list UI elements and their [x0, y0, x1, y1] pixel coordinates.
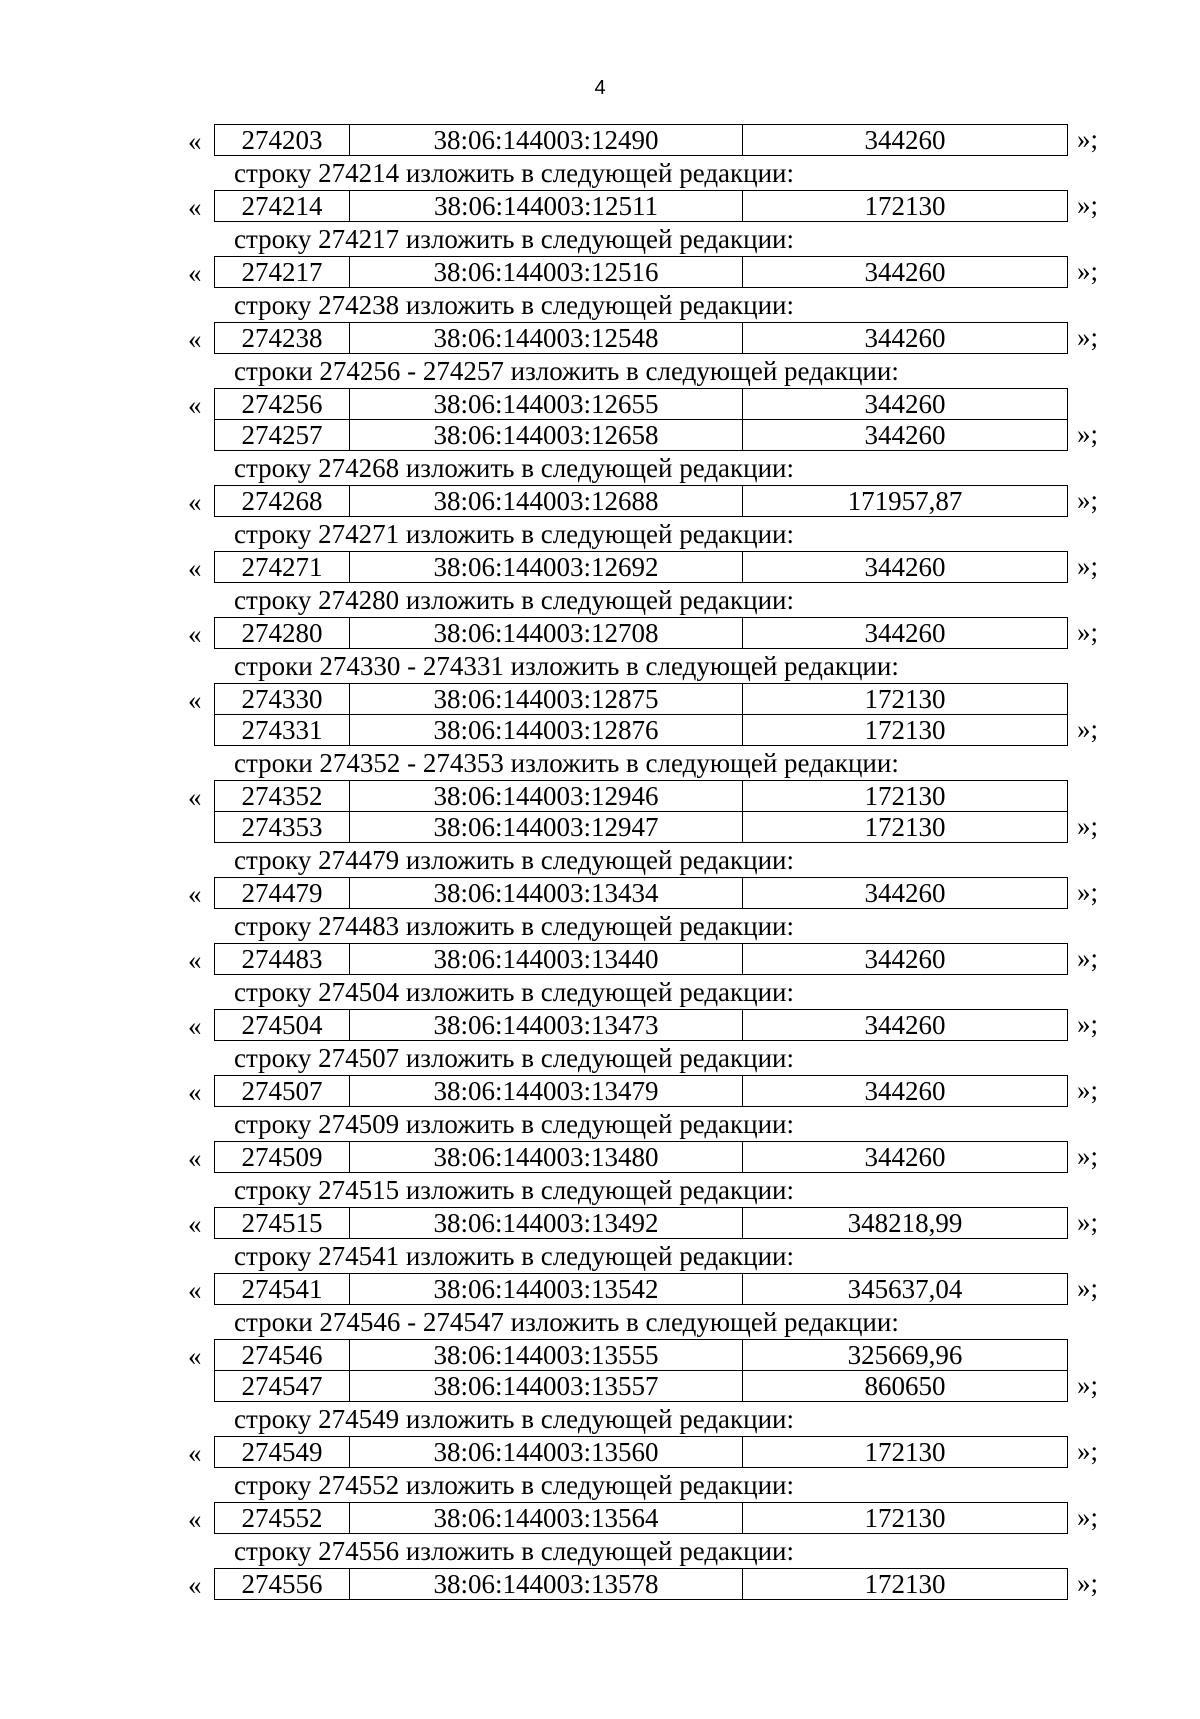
amendment-block: [0, 1107, 1200, 1173]
cadastral-number-cell: 38:06:144003:12946: [350, 781, 743, 812]
value-cell: 344260: [743, 944, 1068, 975]
amendment-block: [0, 1173, 1200, 1239]
amendment-caption: строку 274280 изложить в следующей редакции:: [234, 585, 795, 615]
value-cell: 344260: [743, 1142, 1068, 1173]
amendment-table: [214, 1075, 1068, 1107]
opening-quote: «: [188, 1077, 202, 1107]
opening-quote: «: [188, 192, 202, 222]
amendment-block: [0, 517, 1200, 583]
amendment-caption: строки 274352 - 274353 изложить в следующей редакции:: [234, 748, 899, 778]
closing-quote: »;: [1077, 877, 1099, 907]
row-number-cell: 274331: [215, 715, 350, 746]
table-row: [215, 1010, 1068, 1041]
amendment-block: [0, 843, 1200, 909]
cadastral-number-cell: 38:06:144003:13557: [350, 1371, 743, 1402]
value-cell: 172130: [743, 1569, 1068, 1600]
opening-quote: «: [188, 390, 202, 420]
closing-quote: »;: [1077, 1075, 1099, 1105]
closing-quote: »;: [1077, 322, 1099, 352]
opening-quote: «: [188, 553, 202, 583]
closing-quote: »;: [1077, 1502, 1099, 1532]
row-number-cell: 274256: [215, 389, 350, 420]
cadastral-number-cell: 38:06:144003:12708: [350, 618, 743, 649]
closing-quote: »;: [1077, 1141, 1099, 1171]
amendment-block: [0, 649, 1200, 746]
table-row: [215, 1274, 1068, 1305]
amendment-block: [0, 156, 1200, 222]
row-number-cell: 274203: [215, 125, 350, 156]
amendment-entry: [0, 190, 1200, 222]
opening-quote: «: [188, 879, 202, 909]
amendment-block: [0, 1534, 1200, 1600]
amendment-table: [214, 1502, 1068, 1534]
table-row: [215, 715, 1068, 746]
row-number-cell: 274552: [215, 1503, 350, 1534]
table-row: [215, 878, 1068, 909]
closing-quote: »;: [1077, 256, 1099, 286]
amendment-block: [0, 451, 1200, 517]
cadastral-number-cell: 38:06:144003:12947: [350, 812, 743, 843]
table-row: [215, 125, 1068, 156]
table-row: [215, 618, 1068, 649]
opening-quote: «: [188, 487, 202, 517]
amendment-caption: строки 274256 - 274257 изложить в следующей редакции:: [234, 356, 899, 386]
amendments-list: [0, 124, 1200, 1600]
opening-quote: «: [188, 782, 202, 812]
row-number-cell: 274238: [215, 323, 350, 354]
amendment-table: [214, 683, 1068, 746]
table-row: [215, 1208, 1068, 1239]
closing-quote: »;: [1077, 811, 1099, 841]
amendment-block: [0, 288, 1200, 354]
opening-quote: «: [188, 1504, 202, 1534]
cadastral-number-cell: 38:06:144003:13578: [350, 1569, 743, 1600]
amendment-entry: [0, 124, 1200, 156]
table-row: [215, 323, 1068, 354]
cadastral-number-cell: 38:06:144003:12511: [350, 191, 743, 222]
cadastral-number-cell: 38:06:144003:13480: [350, 1142, 743, 1173]
closing-quote: »;: [1077, 1568, 1099, 1598]
opening-quote: «: [188, 1438, 202, 1468]
amendment-caption: строку 274556 изложить в следующей редакции:: [234, 1536, 795, 1566]
amendment-entry: [0, 683, 1200, 746]
value-cell: 325669,96: [743, 1340, 1068, 1371]
amendment-table: [214, 1141, 1068, 1173]
table-row: [215, 944, 1068, 975]
cadastral-number-cell: 38:06:144003:12658: [350, 420, 743, 451]
table-row: [215, 781, 1068, 812]
amendment-table: [214, 943, 1068, 975]
table-row: [215, 1371, 1068, 1402]
closing-quote: »;: [1077, 551, 1099, 581]
amendment-entry: [0, 877, 1200, 909]
amendment-caption: строку 274483 изложить в следующей редакции:: [234, 911, 795, 941]
amendment-table: [214, 322, 1068, 354]
cadastral-number-cell: 38:06:144003:13473: [350, 1010, 743, 1041]
table-row: [215, 812, 1068, 843]
amendment-entry: [0, 256, 1200, 288]
cadastral-number-cell: 38:06:144003:13492: [350, 1208, 743, 1239]
amendment-block: [0, 124, 1200, 156]
amendment-block: [0, 909, 1200, 975]
row-number-cell: 274509: [215, 1142, 350, 1173]
table-row: [215, 1437, 1068, 1468]
table-row: [215, 389, 1068, 420]
amendment-table: [214, 124, 1068, 156]
value-cell: 344260: [743, 125, 1068, 156]
cadastral-number-cell: 38:06:144003:12490: [350, 125, 743, 156]
cadastral-number-cell: 38:06:144003:13555: [350, 1340, 743, 1371]
value-cell: 344260: [743, 878, 1068, 909]
cadastral-number-cell: 38:06:144003:12876: [350, 715, 743, 746]
table-row: [215, 420, 1068, 451]
value-cell: 172130: [743, 684, 1068, 715]
amendment-caption: строку 274271 изложить в следующей редакции:: [234, 519, 795, 549]
closing-quote: »;: [1077, 943, 1099, 973]
value-cell: 172130: [743, 1503, 1068, 1534]
amendment-caption: строку 274509 изложить в следующей редакции:: [234, 1109, 795, 1139]
row-number-cell: 274330: [215, 684, 350, 715]
amendment-table: [214, 1009, 1068, 1041]
table-row: [215, 257, 1068, 288]
closing-quote: »;: [1077, 419, 1099, 449]
row-number-cell: 274268: [215, 486, 350, 517]
amendment-table: [214, 877, 1068, 909]
amendment-table: [214, 485, 1068, 517]
opening-quote: «: [188, 945, 202, 975]
value-cell: 344260: [743, 1010, 1068, 1041]
amendment-caption: строку 274504 изложить в следующей редакции:: [234, 977, 795, 1007]
amendment-block: [0, 583, 1200, 649]
amendment-caption: строку 274479 изложить в следующей редакции:: [234, 845, 795, 875]
page-number: 4: [594, 77, 606, 99]
row-number-cell: 274541: [215, 1274, 350, 1305]
cadastral-number-cell: 38:06:144003:12692: [350, 552, 743, 583]
opening-quote: «: [188, 1341, 202, 1371]
amendment-caption: строки 274546 - 274547 изложить в следующей редакции:: [234, 1307, 899, 1337]
table-row: [215, 1142, 1068, 1173]
amendment-caption: строку 274268 изложить в следующей редакции:: [234, 453, 795, 483]
amendment-table: [214, 1568, 1068, 1600]
amendment-caption: строку 274552 изложить в следующей редакции:: [234, 1470, 795, 1500]
amendment-entry: [0, 388, 1200, 451]
closing-quote: »;: [1077, 1009, 1099, 1039]
closing-quote: »;: [1077, 1370, 1099, 1400]
cadastral-number-cell: 38:06:144003:12875: [350, 684, 743, 715]
opening-quote: «: [188, 258, 202, 288]
amendment-caption: строку 274217 изложить в следующей редакции:: [234, 224, 795, 254]
amendment-entry: [0, 943, 1200, 975]
cadastral-number-cell: 38:06:144003:13434: [350, 878, 743, 909]
opening-quote: «: [188, 1143, 202, 1173]
amendment-table: [214, 617, 1068, 649]
amendment-block: [0, 746, 1200, 843]
row-number-cell: 274280: [215, 618, 350, 649]
amendment-table: [214, 256, 1068, 288]
cadastral-number-cell: 38:06:144003:12548: [350, 323, 743, 354]
row-number-cell: 274556: [215, 1569, 350, 1600]
row-number-cell: 274352: [215, 781, 350, 812]
table-row: [215, 684, 1068, 715]
cadastral-number-cell: 38:06:144003:12655: [350, 389, 743, 420]
closing-quote: »;: [1077, 1436, 1099, 1466]
amendment-block: [0, 1041, 1200, 1107]
amendment-table: [214, 1436, 1068, 1468]
row-number-cell: 274483: [215, 944, 350, 975]
amendment-table: [214, 388, 1068, 451]
value-cell: 345637,04: [743, 1274, 1068, 1305]
closing-quote: »;: [1077, 714, 1099, 744]
opening-quote: «: [188, 1011, 202, 1041]
row-number-cell: 274353: [215, 812, 350, 843]
value-cell: 860650: [743, 1371, 1068, 1402]
row-number-cell: 274217: [215, 257, 350, 288]
amendment-block: [0, 1468, 1200, 1534]
amendment-entry: [0, 1075, 1200, 1107]
cadastral-number-cell: 38:06:144003:13479: [350, 1076, 743, 1107]
table-row: [215, 1503, 1068, 1534]
amendment-caption: строку 274515 изложить в следующей редакции:: [234, 1175, 795, 1205]
amendment-caption: строки 274330 - 274331 изложить в следующей редакции:: [234, 651, 899, 681]
amendment-entry: [0, 1273, 1200, 1305]
cadastral-number-cell: 38:06:144003:13560: [350, 1437, 743, 1468]
value-cell: 344260: [743, 552, 1068, 583]
closing-quote: »;: [1077, 1207, 1099, 1237]
opening-quote: «: [188, 685, 202, 715]
opening-quote: «: [188, 126, 202, 156]
amendment-caption: строку 274238 изложить в следующей редакции:: [234, 290, 795, 320]
row-number-cell: 274479: [215, 878, 350, 909]
opening-quote: «: [188, 1570, 202, 1600]
amendment-table: [214, 780, 1068, 843]
row-number-cell: 274214: [215, 191, 350, 222]
opening-quote: «: [188, 1209, 202, 1239]
amendment-table: [214, 1273, 1068, 1305]
amendment-block: [0, 1239, 1200, 1305]
table-row: [215, 552, 1068, 583]
value-cell: 172130: [743, 781, 1068, 812]
row-number-cell: 274546: [215, 1340, 350, 1371]
amendment-entry: [0, 780, 1200, 843]
row-number-cell: 274515: [215, 1208, 350, 1239]
value-cell: 348218,99: [743, 1208, 1068, 1239]
amendment-entry: [0, 485, 1200, 517]
opening-quote: «: [188, 324, 202, 354]
amendment-caption: строку 274541 изложить в следующей редакции:: [234, 1241, 795, 1271]
value-cell: 344260: [743, 323, 1068, 354]
value-cell: 344260: [743, 1076, 1068, 1107]
closing-quote: »;: [1077, 485, 1099, 515]
table-row: [215, 1569, 1068, 1600]
value-cell: 172130: [743, 1437, 1068, 1468]
amendment-block: [0, 354, 1200, 451]
opening-quote: «: [188, 619, 202, 649]
value-cell: 172130: [743, 715, 1068, 746]
amendment-entry: [0, 1339, 1200, 1402]
value-cell: 344260: [743, 618, 1068, 649]
cadastral-number-cell: 38:06:144003:12516: [350, 257, 743, 288]
row-number-cell: 274257: [215, 420, 350, 451]
closing-quote: »;: [1077, 190, 1099, 220]
amendment-block: [0, 222, 1200, 288]
amendment-table: [214, 1339, 1068, 1402]
value-cell: 344260: [743, 257, 1068, 288]
row-number-cell: 274507: [215, 1076, 350, 1107]
amendment-caption: строку 274214 изложить в следующей редакции:: [234, 158, 795, 188]
row-number-cell: 274547: [215, 1371, 350, 1402]
value-cell: 344260: [743, 389, 1068, 420]
amendment-table: [214, 190, 1068, 222]
amendment-table: [214, 1207, 1068, 1239]
amendment-block: [0, 1402, 1200, 1468]
amendment-table: [214, 551, 1068, 583]
amendment-entry: [0, 1436, 1200, 1468]
closing-quote: »;: [1077, 1273, 1099, 1303]
table-row: [215, 191, 1068, 222]
value-cell: 172130: [743, 191, 1068, 222]
amendment-entry: [0, 1502, 1200, 1534]
amendment-entry: [0, 617, 1200, 649]
amendment-entry: [0, 1009, 1200, 1041]
value-cell: 171957,87: [743, 486, 1068, 517]
closing-quote: »;: [1077, 617, 1099, 647]
row-number-cell: 274504: [215, 1010, 350, 1041]
opening-quote: «: [188, 1275, 202, 1305]
amendment-entry: [0, 1568, 1200, 1600]
row-number-cell: 274271: [215, 552, 350, 583]
table-row: [215, 486, 1068, 517]
amendment-entry: [0, 551, 1200, 583]
value-cell: 344260: [743, 420, 1068, 451]
amendment-entry: [0, 1141, 1200, 1173]
amendment-caption: строку 274507 изложить в следующей редакции:: [234, 1043, 795, 1073]
amendment-entry: [0, 322, 1200, 354]
table-row: [215, 1076, 1068, 1107]
amendment-block: [0, 1305, 1200, 1402]
table-row: [215, 1340, 1068, 1371]
closing-quote: »;: [1077, 124, 1099, 154]
cadastral-number-cell: 38:06:144003:13564: [350, 1503, 743, 1534]
amendment-entry: [0, 1207, 1200, 1239]
row-number-cell: 274549: [215, 1437, 350, 1468]
cadastral-number-cell: 38:06:144003:13542: [350, 1274, 743, 1305]
amendment-caption: строку 274549 изложить в следующей редакции:: [234, 1404, 795, 1434]
cadastral-number-cell: 38:06:144003:13440: [350, 944, 743, 975]
cadastral-number-cell: 38:06:144003:12688: [350, 486, 743, 517]
amendment-block: [0, 975, 1200, 1041]
value-cell: 172130: [743, 812, 1068, 843]
